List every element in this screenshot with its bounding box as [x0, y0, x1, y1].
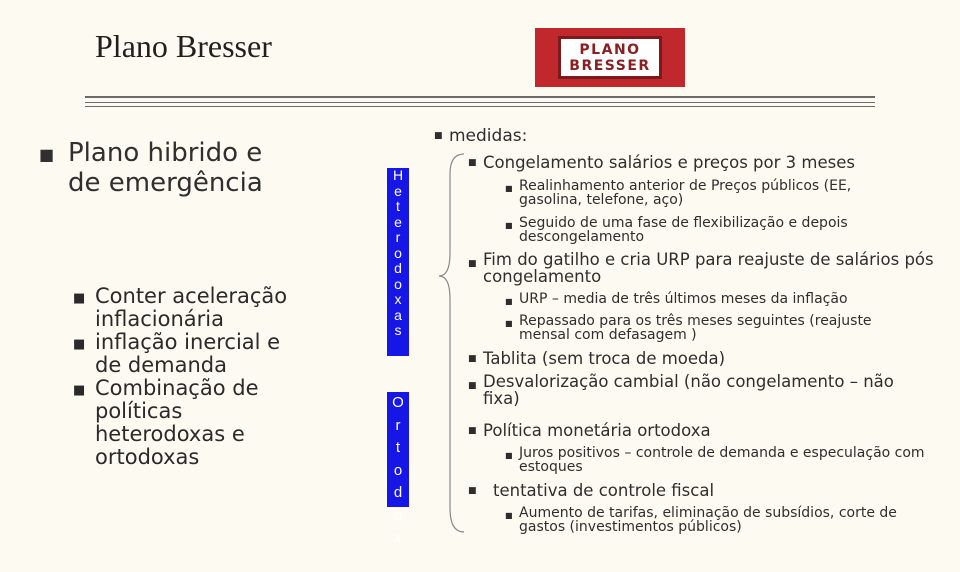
square-bullet-icon: ■ [468, 378, 477, 395]
list-item: ■ Política monetária ortodoxa [483, 421, 711, 440]
list-item: ■ URP – media de três últimos meses da inflação [519, 292, 848, 306]
list-item: ■ inflação inercial e de demanda [73, 331, 288, 377]
vertical-label-char: . [387, 550, 409, 572]
list-item: ■ tentativa de controle fiscal [493, 481, 714, 500]
vertical-label-char: e [387, 184, 409, 200]
vertical-label-char: r [387, 415, 409, 438]
list-item: ■ Aumento de tarifas, eliminação de subsídios, corte de gastos (investimentos públicos) [519, 506, 939, 534]
vertical-label-char: t [387, 437, 409, 460]
title-divider-thin [85, 102, 875, 103]
square-bullet-icon: ■ [505, 509, 513, 523]
list-item: ■ Realinhamento anterior de Preços públicos (EE, gasolina, telefone, aço) [519, 179, 899, 207]
vertical-label-ortodoxa [387, 392, 409, 507]
vertical-label-char: o [387, 277, 409, 293]
vertical-label-char: o [387, 246, 409, 262]
square-bullet-icon: ■ [468, 354, 477, 364]
logo-line-2: BRESSER [569, 58, 650, 74]
square-bullet-icon: ■ [505, 295, 513, 309]
square-bullet-icon: ■ [505, 219, 513, 233]
list-item: ■ Seguido de uma fase de flexibilização e depois descongelamento [519, 216, 899, 244]
square-bullet-icon: ■ [505, 449, 513, 463]
list-item: ■ Combinação de políticas heterodoxas e ortodoxas [73, 377, 288, 469]
square-bullet-icon: ■ [434, 131, 443, 141]
vertical-label-char: t [387, 199, 409, 215]
title-divider-thin-2 [85, 106, 875, 107]
left-main-bullet [45, 138, 295, 198]
vertical-label-char: d [387, 261, 409, 277]
vertical-label-char: a [387, 308, 409, 324]
square-bullet-icon: ■ [73, 379, 85, 402]
vertical-label-char: o [387, 505, 409, 528]
list-item: ■ Juros positivos – controle de demanda e especulação com estoques [519, 446, 939, 474]
curly-brace-icon [436, 148, 466, 538]
vertical-label-char: r [387, 230, 409, 246]
list-item: ■ Repassado para os três meses seguintes (reajuste mensal com defasagem ) [519, 314, 919, 342]
square-bullet-icon: ■ [73, 333, 85, 356]
vertical-label-char: s [387, 323, 409, 339]
vertical-label-char: x [387, 292, 409, 308]
square-bullet-icon: ■ [468, 256, 477, 273]
list-item: ■ Desvalorização cambial (não congelamento – não fixa) [483, 373, 923, 407]
main-bullet-text: Plano hibrido e de emergência [68, 138, 295, 198]
vertical-label-char: e [387, 215, 409, 231]
plano-bresser-logo [535, 28, 685, 87]
slide-title: Plano Bresser [95, 28, 272, 65]
vertical-label-char: H [387, 168, 409, 184]
list-item: ■ Tablita (sem troca de moeda) [483, 349, 725, 368]
square-bullet-icon: ■ [505, 317, 513, 331]
vertical-label-char: O [387, 392, 409, 415]
vertical-label-char: x [387, 527, 409, 550]
title-divider-thick [85, 96, 875, 98]
logo-line-1: PLANO [569, 42, 650, 58]
square-bullet-icon: ■ [505, 182, 513, 196]
list-item: ■ Congelamento salários e preços por 3 meses [483, 153, 855, 172]
left-bullet-list [73, 285, 288, 469]
vertical-label-char: d [387, 482, 409, 505]
square-bullet-icon: ■ [39, 140, 54, 170]
vertical-label-char: o [387, 460, 409, 483]
square-bullet-icon: ■ [73, 287, 85, 310]
list-item: ■ Fim do gatilho e cria URP para reajuste de salários pós congelamento [483, 251, 938, 285]
square-bullet-icon: ■ [468, 426, 477, 436]
heading-medidas: ■ medidas: [449, 126, 527, 146]
list-item: ■ Conter aceleração inflacionária [73, 285, 288, 331]
square-bullet-icon: ■ [468, 486, 477, 496]
vertical-label-heterodoxas [387, 168, 409, 356]
square-bullet-icon: ■ [468, 158, 477, 168]
